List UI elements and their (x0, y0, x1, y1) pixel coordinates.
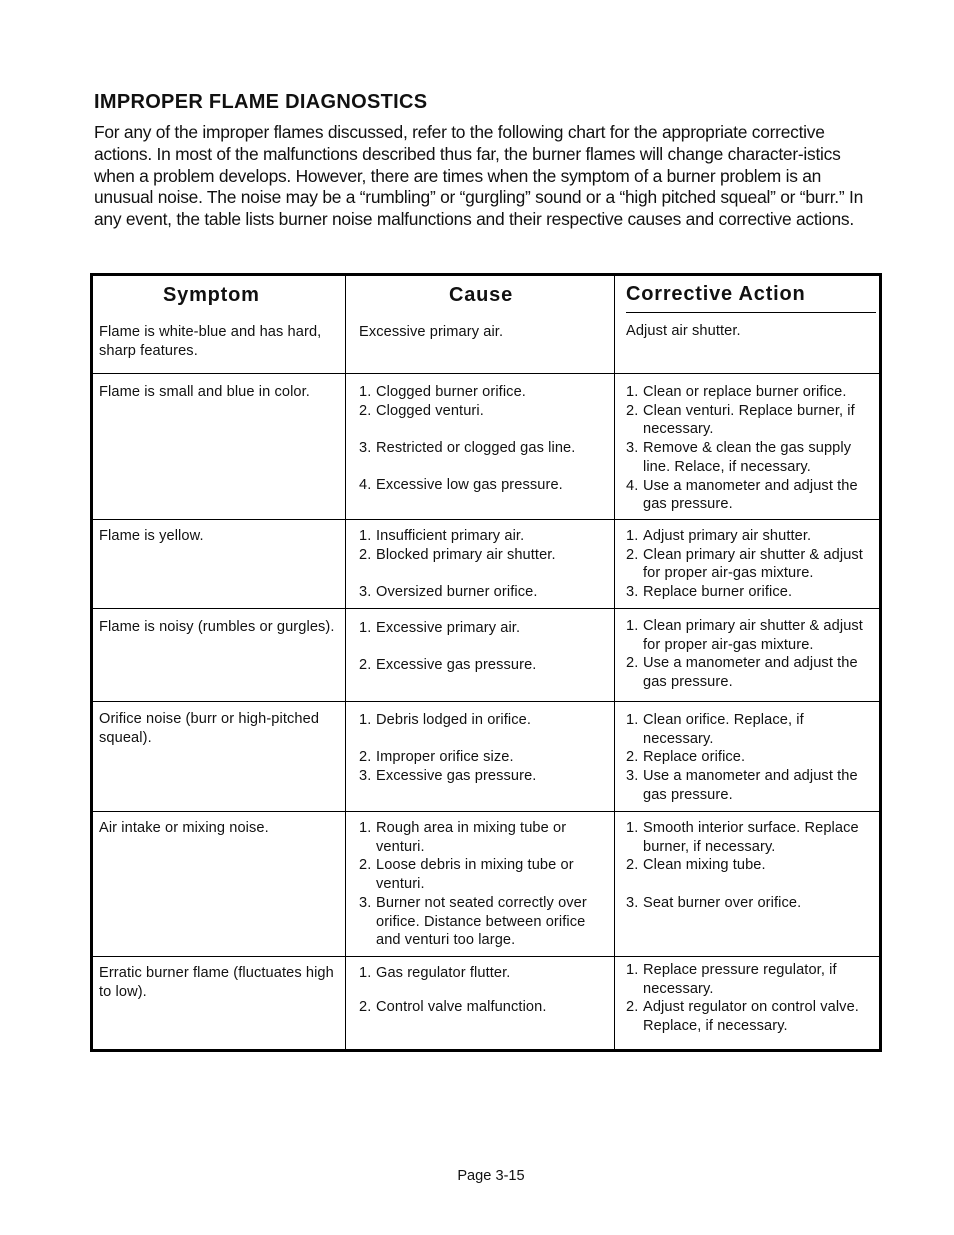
action-item-number: 2. (626, 402, 639, 419)
symptom-cell: Flame is yellow. (99, 528, 204, 544)
cause-item (359, 402, 609, 421)
action-item-number: 2. (626, 857, 639, 874)
action-item (626, 527, 878, 546)
cause-item (359, 476, 609, 495)
cause-item-text: Excessive gas pressure. (376, 657, 537, 674)
action-item-text: Use a manometer and adjust the gas pressure. (643, 768, 858, 803)
cause-item-number: 1. (359, 965, 372, 981)
cause-item-number: 1. (359, 820, 372, 836)
column-divider (345, 276, 346, 1049)
action-item-text: Clean venturi. Replace burner, if necessary. (643, 402, 855, 438)
cause-item (359, 439, 609, 458)
cause-item-text: Excessive primary air. (359, 324, 504, 340)
diagnostics-table (90, 273, 882, 1052)
cause-item (359, 546, 609, 565)
action-item-text: Clean mixing tube. (643, 857, 766, 874)
action-item (626, 439, 878, 476)
corrective-action-header: Corrective Action (626, 283, 806, 305)
action-item-number: 3. (626, 440, 639, 457)
action-item (626, 402, 878, 439)
action-item-text: Replace burner orifice. (643, 584, 793, 601)
cause-item-number: 2. (359, 657, 372, 674)
action-item-text: Adjust primary air shutter. (643, 528, 812, 544)
cause-item-number: 2. (359, 749, 372, 766)
cause-item-number: 1. (359, 712, 372, 728)
cause-item-number: 1. (359, 384, 372, 400)
action-item (626, 894, 878, 913)
column-divider (614, 276, 615, 1049)
action-item-number: 4. (626, 477, 639, 494)
cause-item (359, 856, 609, 893)
cause-item-number: 3. (359, 768, 372, 785)
action-item-text: Replace orifice. (643, 749, 746, 766)
cause-item (359, 894, 609, 950)
cause-item (359, 527, 609, 546)
action-item-text: Replace pressure regulator, if necessary. (643, 962, 837, 997)
action-cell (626, 819, 878, 913)
action-item-number: 2. (626, 546, 639, 563)
cause-item-text: Loose debris in mixing tube or venturi. (376, 857, 574, 893)
cause-item-number: 2. (359, 857, 372, 874)
action-item (626, 748, 878, 767)
action-item-number: 1. (626, 618, 639, 634)
action-item (626, 961, 878, 998)
action-item-number: 1. (626, 528, 639, 544)
cause-item-text: Gas regulator flutter. (376, 965, 511, 981)
cause-item-number: 3. (359, 440, 372, 457)
intro-paragraph: For any of the improper flames discussed, refer to the following chart for the appropriate corrective actions. In most of the malfunctions described thus far, the burner flames will change character-istics when a problem develops. However, there are times when the symptom of a burner problem is an unusual noise. The noise may be a “rumbling” or “gurgling” sound or a “high pitched squeal” or “burr.” In any event, the table lists burner noise malfunctions and their respective causes and corrective actions. (94, 122, 863, 230)
cause-item-number: 1. (359, 620, 372, 636)
action-cell (626, 617, 878, 692)
cause-cell (359, 383, 609, 495)
cause-item-text: Rough area in mixing tube or venturi. (376, 820, 567, 855)
action-item (626, 654, 878, 691)
cause-item-number: 3. (359, 584, 372, 601)
action-item (626, 322, 878, 341)
action-item-text: Clean orifice. Replace, if necessary. (643, 712, 804, 747)
action-item-number: 3. (626, 768, 639, 785)
row-divider (93, 701, 879, 702)
action-item (626, 856, 878, 875)
cause-item (359, 767, 609, 786)
action-item (626, 767, 878, 804)
cause-item-number: 2. (359, 402, 372, 419)
cause-item (359, 819, 609, 856)
cause-item-text: Insufficient primary air. (376, 528, 525, 544)
action-item-text: Adjust regulator on control valve. Replace, if necessary. (643, 999, 859, 1035)
cause-item (359, 711, 609, 730)
page-number: Page 3-15 (457, 1168, 525, 1184)
action-item-text: Seat burner over orifice. (643, 894, 802, 911)
cause-item-number: 2. (359, 546, 372, 563)
cause-item (359, 998, 609, 1017)
action-item-number: 3. (626, 584, 639, 601)
row-divider (93, 373, 879, 374)
cause-item-number: 2. (359, 998, 372, 1015)
action-item (626, 819, 878, 856)
symptom-header: Symptom (163, 284, 260, 306)
action-item-number: 1. (626, 712, 639, 728)
cause-cell (359, 527, 609, 602)
action-item (626, 711, 878, 748)
action-item (626, 583, 878, 602)
cause-item-number: 4. (359, 477, 372, 494)
cause-cell (359, 323, 609, 342)
page-title: IMPROPER FLAME DIAGNOSTICS (94, 91, 428, 113)
symptom-cell: Flame is small and blue in color. (99, 384, 310, 400)
row-divider (93, 811, 879, 812)
symptom-cell: Air intake or mixing noise. (99, 820, 269, 836)
action-item-text: Clean or replace burner orifice. (643, 384, 847, 400)
cause-item-text: Excessive low gas pressure. (376, 477, 563, 494)
cause-item (359, 656, 609, 675)
action-item-text: Adjust air shutter. (626, 323, 741, 339)
action-cell (626, 527, 878, 602)
row-divider (93, 519, 879, 520)
row-divider (93, 608, 879, 609)
action-item (626, 617, 878, 654)
cause-item (359, 964, 609, 983)
action-item-number: 1. (626, 962, 639, 978)
corrective-action-underline (626, 312, 876, 313)
action-cell (626, 322, 878, 341)
action-item-text: Clean primary air shutter & adjust for proper air-gas mixture. (643, 546, 863, 582)
cause-item-text: Debris lodged in orifice. (376, 712, 532, 728)
row-divider (93, 956, 879, 957)
cause-item-text: Clogged burner orifice. (376, 384, 526, 400)
cause-item-text: Improper orifice size. (376, 749, 514, 766)
action-item-number: 2. (626, 749, 639, 766)
action-item-number: 2. (626, 999, 639, 1016)
action-item-text: Use a manometer and adjust the gas pressure. (643, 477, 858, 513)
cause-item (359, 383, 609, 402)
action-item (626, 998, 878, 1035)
action-item (626, 477, 878, 514)
cause-cell (359, 619, 609, 675)
action-item (626, 546, 878, 583)
symptom-cell: Flame is noisy (rumbles or gurgles). (99, 619, 335, 635)
cause-item-text: Control valve malfunction. (376, 998, 547, 1015)
cause-cell (359, 711, 609, 786)
action-item-text: Remove & clean the gas supply line. Relace, if necessary. (643, 440, 852, 475)
action-cell (626, 383, 878, 514)
cause-cell (359, 819, 609, 950)
action-item (626, 383, 878, 402)
action-item-number: 1. (626, 820, 639, 836)
cause-header: Cause (449, 284, 514, 306)
cause-item-text: Restricted or clogged gas line. (376, 440, 576, 457)
action-item-text: Use a manometer and adjust the gas pressure. (643, 655, 858, 691)
symptom-cell: Orifice noise (burr or high-pitched squeal). (99, 711, 320, 746)
cause-cell (359, 964, 609, 1016)
cause-item-text: Excessive gas pressure. (376, 768, 537, 785)
action-item-number: 2. (626, 655, 639, 672)
cause-item (359, 323, 609, 342)
action-cell (626, 711, 878, 805)
action-cell (626, 961, 878, 1036)
cause-item-text: Oversized burner orifice. (376, 584, 538, 601)
action-item-text: Smooth interior surface. Replace burner, if necessary. (643, 820, 859, 855)
symptom-cell: Erratic burner flame (fluctuates high to low). (99, 965, 334, 1000)
cause-item (359, 619, 609, 638)
cause-item-text: Blocked primary air shutter. (376, 546, 556, 563)
action-item-number: 1. (626, 384, 639, 400)
cause-item-number: 3. (359, 894, 372, 911)
action-item-number: 3. (626, 894, 639, 911)
cause-item-text: Excessive primary air. (376, 620, 521, 636)
cause-item (359, 583, 609, 602)
cause-item-text: Burner not seated correctly over orifice. Distance between orifice and venturi too large. (376, 894, 587, 949)
cause-item (359, 748, 609, 767)
action-item-text: Clean primary air shutter & adjust for proper air-gas mixture. (643, 618, 863, 653)
cause-item-text: Clogged venturi. (376, 402, 484, 419)
symptom-cell: Flame is white-blue and has hard, sharp features. (99, 324, 322, 359)
cause-item-number: 1. (359, 528, 372, 544)
